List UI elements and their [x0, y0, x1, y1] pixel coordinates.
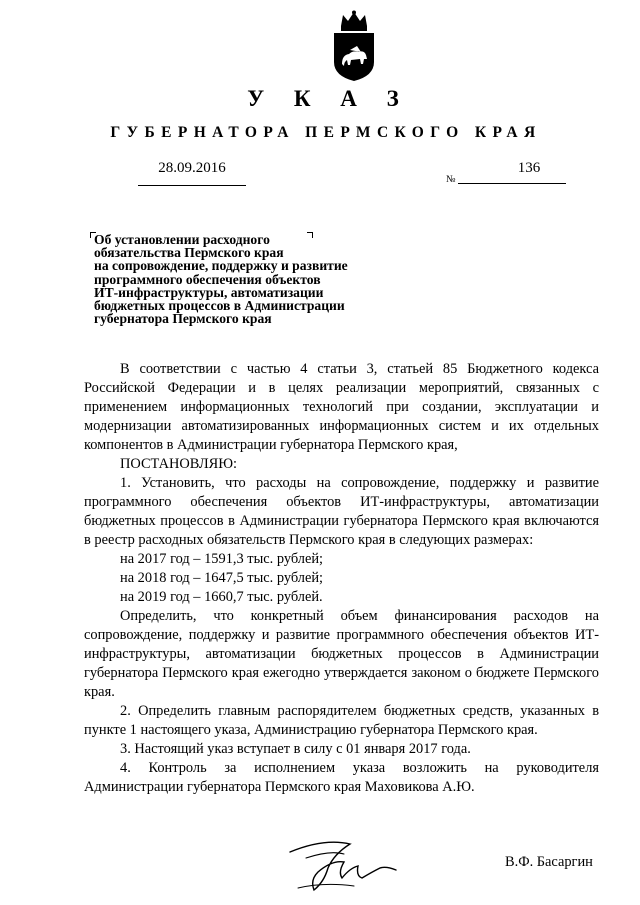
subject-line: Об установлении расходного: [94, 232, 270, 247]
subject-line: ИТ-инфраструктуры, автоматизации: [94, 284, 324, 300]
perm-krai-coat-of-arms-icon: [331, 10, 377, 82]
issuer-title: ГУБЕРНАТОРА ПЕРМСКОГО КРАЯ: [110, 124, 542, 141]
date-underline: [138, 185, 246, 186]
decree-subject: [94, 233, 394, 325]
subject-line: бюджетных процессов в Администрации: [94, 298, 345, 314]
date-field: [138, 160, 246, 186]
amount-line: на 2019 год – 1660,7 тыс. рублей.: [120, 589, 323, 605]
subject-line: на сопровождение, поддержку и развитие: [94, 258, 348, 274]
item-3-paragraph: 3. Настоящий указ вступает в силу с 01 января 2017 года.: [120, 741, 471, 757]
amount-line: на 2017 год – 1591,3 тыс. рублей;: [120, 551, 324, 567]
item-2-paragraph: 2. Определить главным распорядителем бюджетных средств, указанных в пункте 1 настоящего указа, Администрацию губернатора Пермского края.: [84, 703, 599, 738]
item-4-paragraph: 4. Контроль за исполнением указа возложить на руководителя Администрации губернатора Пермского края Маховикова А.Ю.: [84, 760, 599, 795]
signer-name: В.Ф. Басаргин: [505, 854, 593, 870]
item-1-paragraph: 1. Установить, что расходы на сопровождение, поддержку и развитие программного обеспечения объектов ИТ-инфраструктуры, автоматизации бюджетных процессов в Администрации губернатора Пермского края включаются в реестр расходных обязательств Пермского края в следующих размерах:: [84, 475, 599, 548]
decree-word: ПОСТАНОВЛЯЮ:: [120, 456, 238, 472]
decree-date: 28.09.2016: [158, 160, 226, 176]
decree-number: 136: [517, 160, 541, 176]
subject-line: программного обеспечения объектов: [94, 271, 321, 287]
number-underline: [458, 183, 566, 184]
subject-line: губернатора Пермского края: [94, 311, 272, 327]
amount-line: на 2018 год – 1647,5 тыс. рублей;: [120, 570, 324, 586]
preamble-paragraph: В соответствии с частью 4 статьи 3, статьей 85 Бюджетного кодекса Российской Федерации и в целях реализации мероприятий, связанных с применением информационных технологий при создании, эксплуатации и модернизации автоматизированных информационных систем и их отдельных компонентов в Администрации губернатора Пермского края,: [84, 361, 599, 453]
document-title: У К А З: [247, 86, 411, 111]
handwritten-signature-icon: [284, 832, 404, 896]
item-1-continuation: Определить, что конкретный объем финансирования расходов на сопровождение, поддержку и развитие программного обеспечения объектов ИТ-инфраструктуры, автоматизации бюджетных процессов в Администрации губернатора Пермского края ежегодно утверждается законом о бюджете Пермского края.: [84, 608, 599, 700]
number-label: №: [446, 174, 456, 185]
subject-line: обязательства Пермского края: [94, 245, 284, 261]
decree-body: [84, 360, 599, 797]
